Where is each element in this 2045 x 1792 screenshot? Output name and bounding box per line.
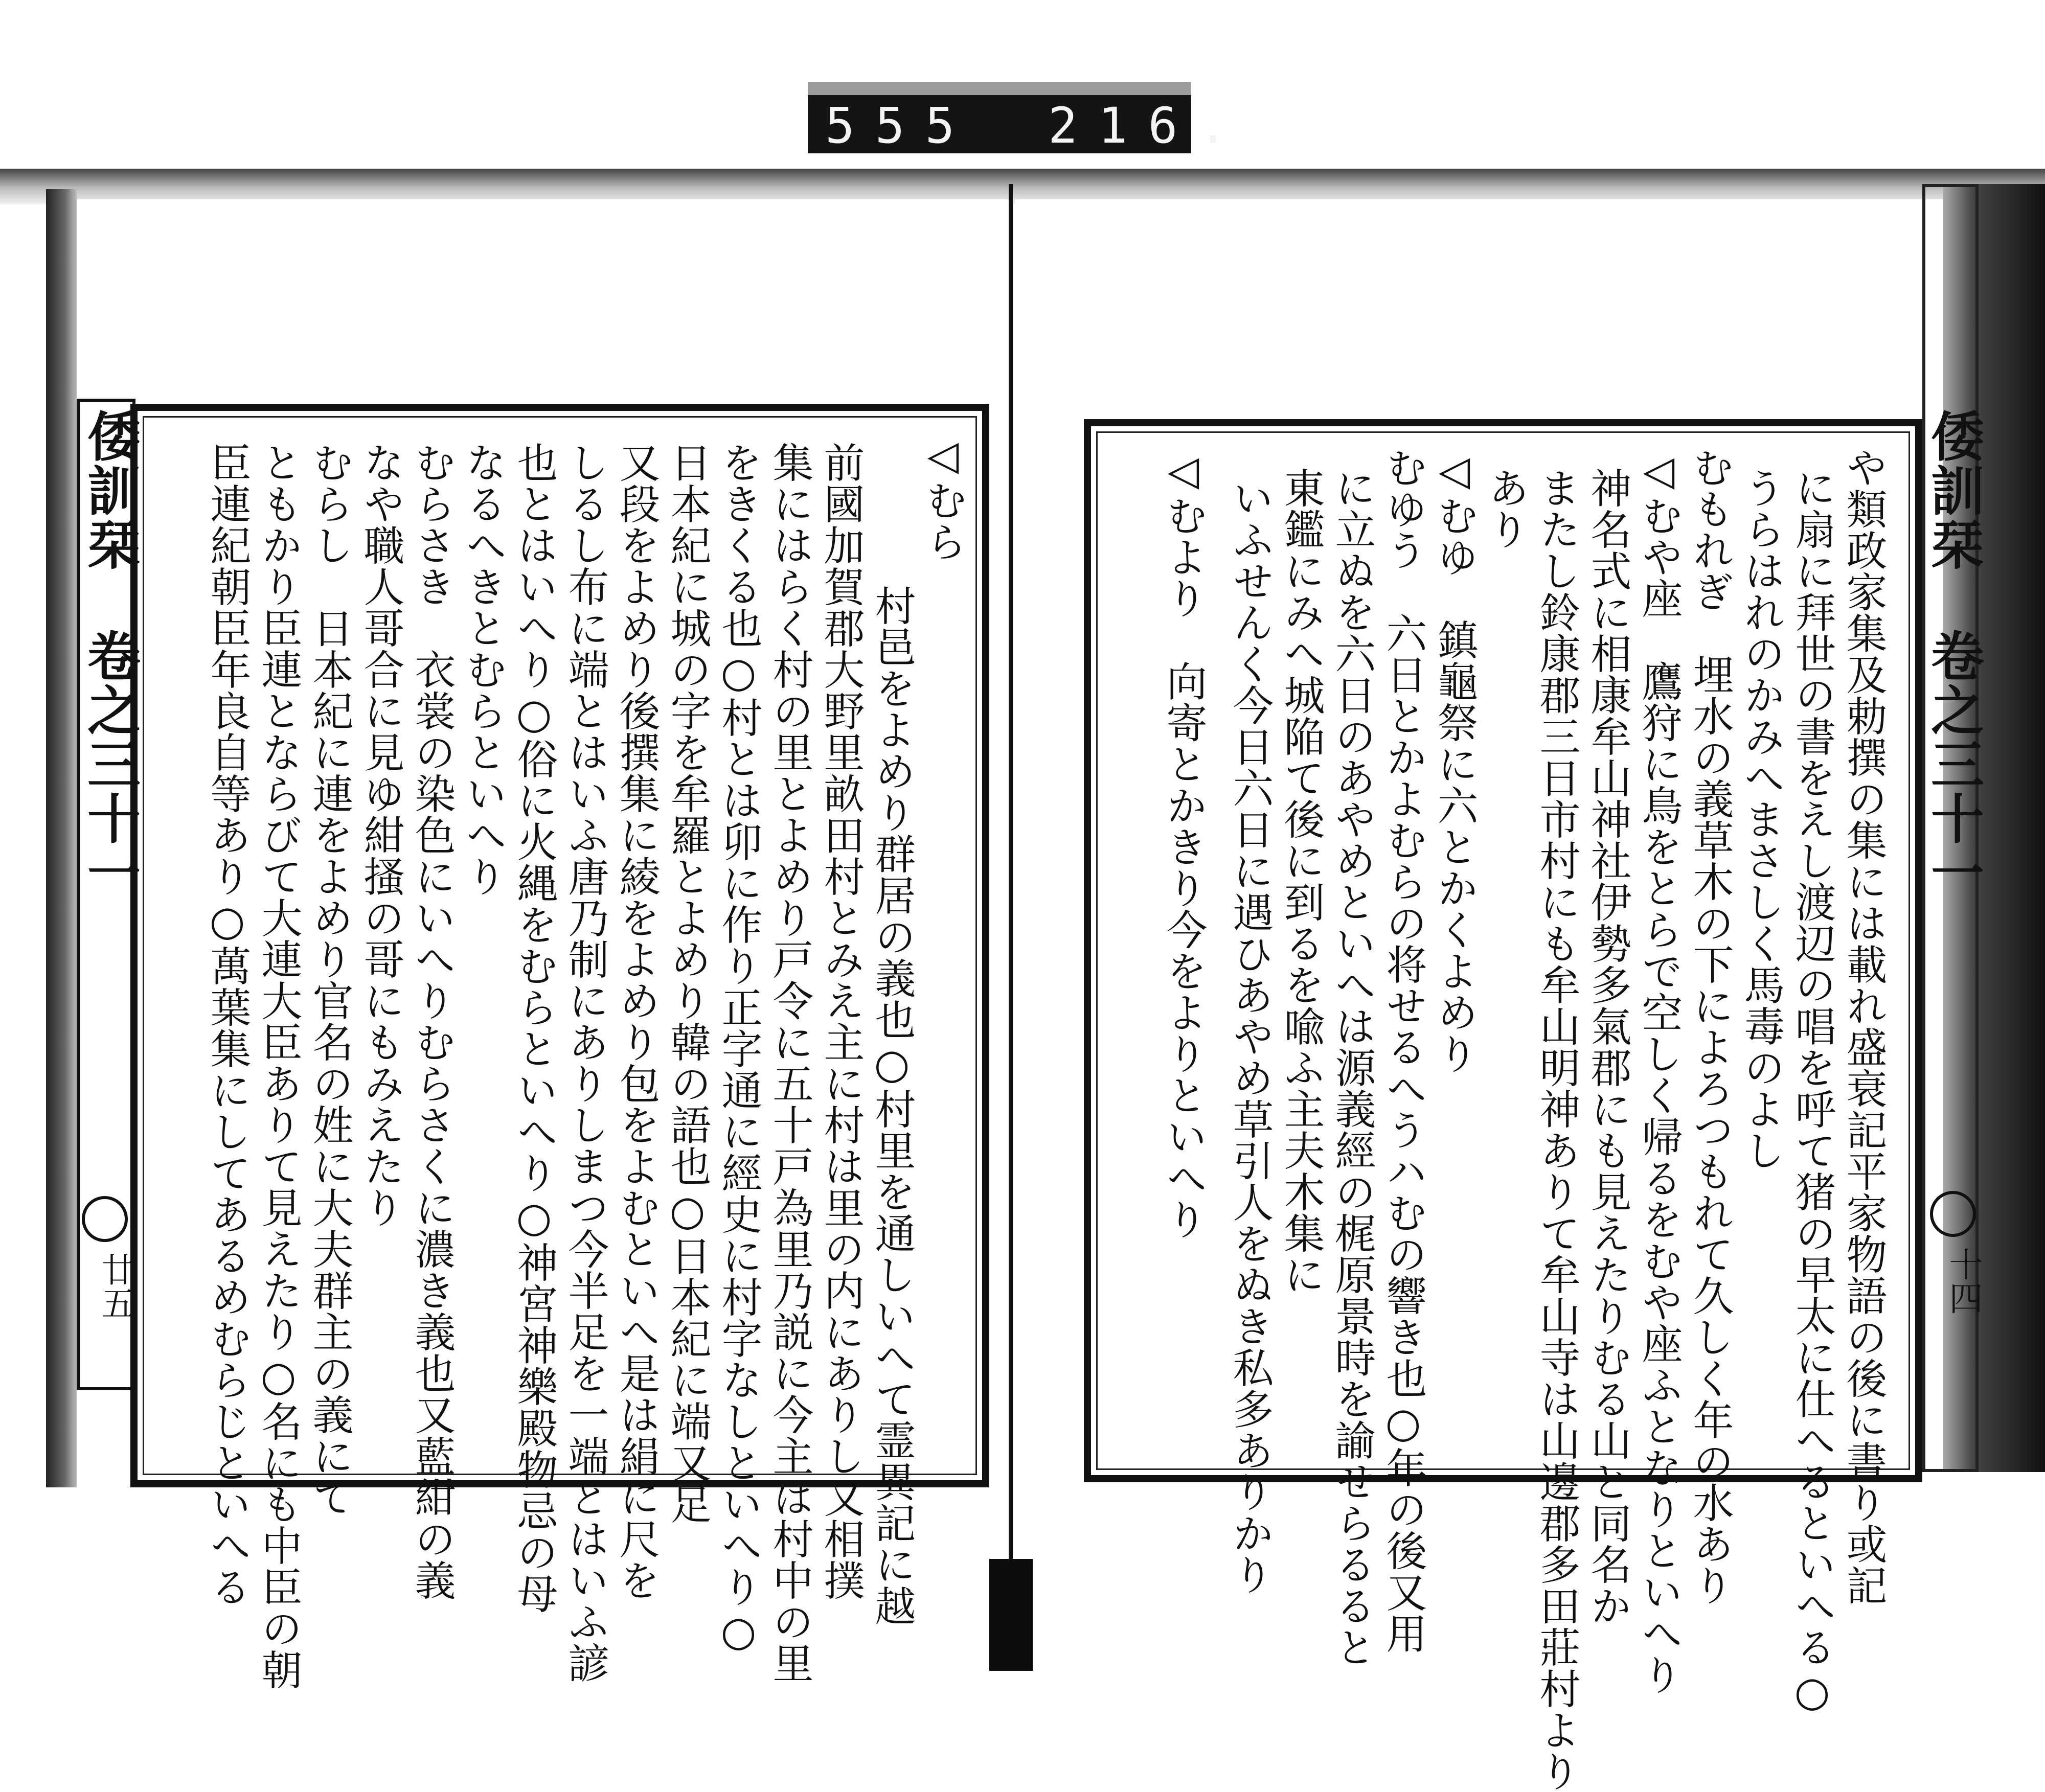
book-spine	[1009, 184, 1013, 1625]
right-col-14: ◁むより 向寄とかきり今をよりといへり	[1160, 447, 1207, 1240]
right-col-2: に扇に拜世の書をえし渡辺の唱を呼て猪の早太に仕へるといへる○	[1788, 467, 1836, 1716]
right-col-5: ◁むや座 鷹狩に鳥をとらで空しく帰るをむや座ふとなりといへり	[1635, 447, 1683, 1695]
right-col-3: うらはれのかみへまさしく馬毒のよし	[1737, 467, 1785, 1171]
right-col-13: いふせんく今日六日に遇ひあやめ草引人をぬき私多ありかり	[1226, 477, 1274, 1595]
left-margin-volume: 卷之三十一	[78, 629, 141, 900]
left-col-3: 前國加賀郡大野里畝田村とみえ主に村は里の内にありし又相撲	[817, 442, 865, 1601]
right-col-4: むもれぎ 埋水の義草木の下によろつもれて久しく年の水あり	[1686, 447, 1734, 1606]
right-col-12: 東鑑にみへ城陥て後に到るを喩ふ主夫木集に	[1277, 467, 1325, 1295]
left-col-12: なや職人哥合に見ゆ紺搔の哥にもみえたり	[357, 442, 404, 1228]
left-col-4: 集にはらく村の里とよめり戸令に五十戸為里乃説に今主は村中の里	[766, 442, 813, 1684]
left-folio-circle	[82, 1196, 128, 1242]
right-col-7: またし鈴康郡三日市村にも牟山明神ありて牟山寺は山邊郡多田莊村より	[1533, 467, 1580, 1792]
right-col-8: あり	[1482, 467, 1529, 550]
right-col-6: 神名式に相康牟山神社伊勢多氣郡にも見えたりむる山と同名か	[1584, 467, 1631, 1626]
left-col-6: 日本紀に城の字を牟羅とよめり韓の語也○日本紀に端又足	[664, 442, 711, 1525]
spine-shadow	[989, 1559, 1033, 1671]
left-col-5: をきくる也○村とは卯に作り正字通に經史に村字なしといへり○	[715, 442, 762, 1656]
left-col-11: むらさき 衣裳の染色にいへりむらさくに濃き義也又藍紺の義	[408, 442, 456, 1601]
right-col-11: に立ぬを六日のあやめといへは源義經の梶原景時を諭せらるると	[1328, 467, 1376, 1668]
left-col-15: 臣連紀朝臣年良自等あり○萬葉集にしてあるめむらじといへる	[203, 442, 251, 1607]
film-number-right: 216.	[1048, 97, 1248, 154]
film-frame-label	[808, 82, 1248, 154]
right-margin-volume: 卷之三十一	[1922, 629, 1985, 900]
left-col-9: 也とはいへり○俗に火縄をむらといへり○神宮神樂殿物忌の母	[510, 442, 558, 1614]
right-col-9: ◁むゆ 鎮龜祭に六とかくよめり	[1430, 447, 1478, 1074]
left-col-13: むらし 日本紀に連をよめり官名の姓に大夫群主の義にて	[306, 442, 353, 1518]
left-margin-title: 倭訓栞	[78, 409, 141, 571]
left-folio: 廿五	[96, 1252, 135, 1320]
right-col-1: や類政家集及勅撰の集には載れ盛衰記平家物語の後に書り或記	[1839, 447, 1887, 1606]
scan-left-edge	[46, 189, 77, 1487]
right-folio-circle	[1930, 1191, 1976, 1237]
left-text-frame	[130, 404, 989, 1690]
right-col-10: むゆう 六日とかよむらの将せるへうハむの響き也○年の後又用	[1379, 447, 1427, 1654]
left-col-10: なるへきとむらといへり	[459, 442, 507, 897]
left-col-1: ◁むら	[919, 431, 967, 562]
left-col-7: 又段をよめり後撰集に綾をよめり包をよむといへ是は絹に尺を	[612, 442, 660, 1601]
right-folio: 十四	[1943, 1247, 1983, 1315]
left-col-14: ともかり臣連とならびて大連大臣ありて見えたり○名にも中臣の朝	[255, 442, 302, 1690]
right-text-frame	[1084, 419, 1922, 1792]
left-col-8: しるし布に端とはいふ唐乃制にありしまつ今半足を一端とはいふ諺	[561, 442, 609, 1684]
left-col-2: 村邑をよめり群居の義也○村里を通しいへて霊異記に越	[868, 585, 916, 1626]
right-margin-title: 倭訓栞	[1922, 409, 1985, 571]
film-number-left: 555	[825, 97, 975, 154]
